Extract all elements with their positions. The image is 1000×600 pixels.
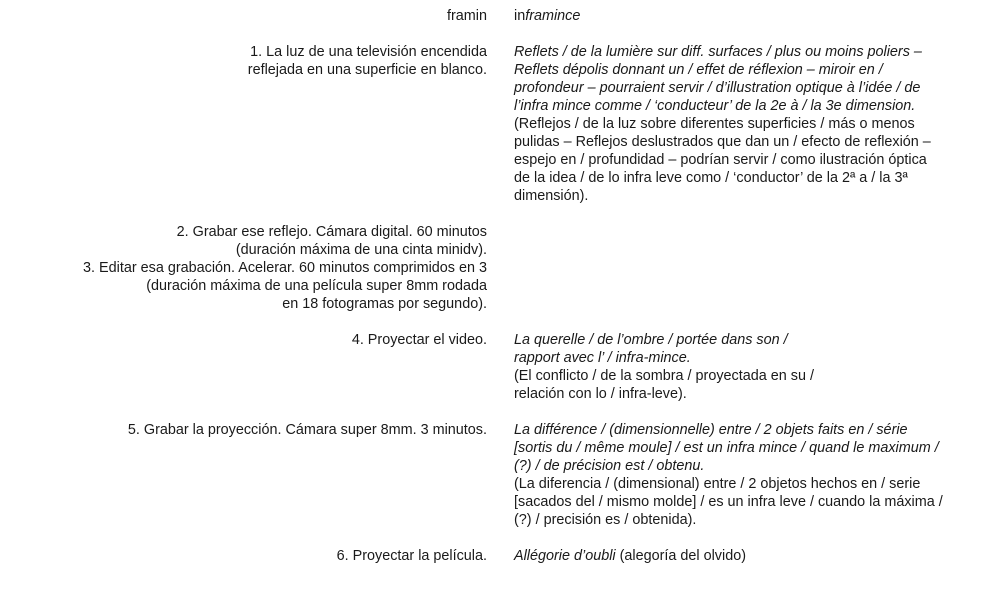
section-2-left-line: (duración máxima de una cinta minidv). (235, 242, 487, 258)
section-5-left-line: 6. Proyectar la película. (336, 548, 487, 564)
section-1-french-line: l’infra mince comme / ‘conducteur’ de la 2e à / la 3e dimension. (514, 98, 916, 114)
section-1-left (27, 43, 487, 79)
header-right-prefix: in (514, 8, 526, 24)
header-left-text: framin (447, 8, 487, 24)
header-left (27, 7, 487, 25)
section-4-spanish-line: (?) / precisión es / obtenida). (514, 512, 697, 528)
section-3-french-line: La querelle / de l’ombre / portée dans son / (514, 332, 788, 348)
section-5-french-inline: Allégorie d’oubli (514, 548, 616, 564)
section-4-spanish-line: [sacados del / mismo molde] / es un infra leve / cuando la máxima / (514, 494, 943, 510)
section-3-french-line: rapport avec l’ / infra-mince. (514, 350, 691, 366)
section-1-spanish-line: pulidas – Reflejos deslustrados que dan un / efecto de reflexión – (514, 134, 931, 150)
section-4-spanish-line: (La diferencia / (dimensional) entre / 2 objetos hechos en / serie (514, 476, 921, 492)
header-right-italic: framince (525, 8, 581, 24)
section-4-left-line: 5. Grabar la proyección. Cámara super 8mm. 3 minutos. (127, 422, 487, 438)
section-3-left (27, 331, 487, 349)
section-1-right (514, 43, 984, 205)
section-1-left-line: 1. La luz de una televisión encendida (250, 44, 487, 60)
section-3-left-line: 4. Proyectar el video. (351, 332, 487, 348)
section-1-spanish-line: (Reflejos / de la luz sobre diferentes superficies / más o menos (514, 116, 915, 132)
section-4-left (27, 421, 487, 439)
section-1-spanish-line: espejo en / profundidad – podrían servir / como ilustración óptica (514, 152, 927, 168)
section-1-french-line: Reflets / de la lumière sur diff. surfaces / plus ou moins poliers – (514, 44, 922, 60)
section-1-left-line: reflejada en una superficie en blanco. (247, 62, 487, 78)
section-1-spanish-line: dimensión). (514, 188, 589, 204)
section-5-spanish-inline: (alegoría del olvido) (615, 548, 746, 564)
section-2-left (27, 223, 487, 313)
section-4-french-line: (?) / de précision est / obtenu. (514, 458, 705, 474)
header-right (514, 7, 984, 25)
section-4-right (514, 421, 984, 529)
section-3-right (514, 331, 984, 403)
section-3-spanish-line: relación con lo / infra-leve). (514, 386, 687, 402)
section-2-left-line: 3. Editar esa grabación. Acelerar. 60 minutos comprimidos en 3 (83, 260, 487, 276)
section-1-spanish-line: de la idea / de lo infra leve como / ‘conductor’ de la 2ª a / la 3ª (514, 170, 908, 186)
section-4-french-line: La différence / (dimensionnelle) entre / 2 objets faits en / série (514, 422, 908, 438)
section-5-left (27, 547, 487, 565)
section-4-french-line: [sortis du / même moule] / est un infra mince / quand le maximum / (514, 440, 939, 456)
section-2-left-line: (duración máxima de una película super 8mm rodada (146, 278, 487, 294)
section-2-left-line: 2. Grabar ese reflejo. Cámara digital. 60 minutos (176, 224, 487, 240)
section-2-left-line: en 18 fotogramas por segundo). (282, 296, 487, 312)
section-5-right (514, 547, 984, 565)
section-1-french-line: profondeur – pourraient servir / d’illustration optique à l’idée / de (514, 80, 921, 96)
section-3-spanish-line: (El conflicto / de la sombra / proyectada en su / (514, 368, 814, 384)
section-1-french-line: Reflets dépolis donnant un / effet de réflexion – miroir en / (514, 62, 883, 78)
